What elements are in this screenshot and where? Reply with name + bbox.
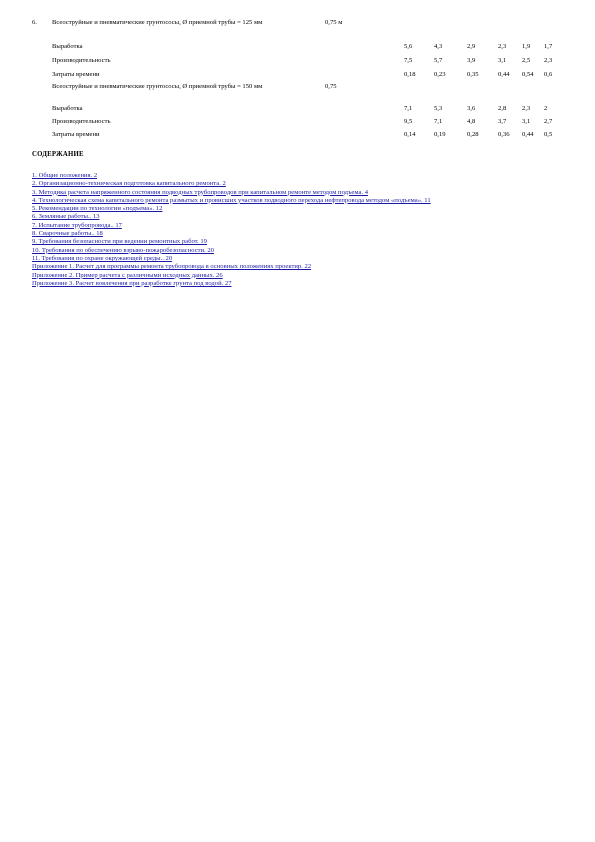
block1-cell: 1,9 — [522, 43, 531, 50]
toc-link[interactable]: 7. Испытание трубопровода.. 17 — [32, 221, 122, 229]
block2-cell: 2,7 — [544, 118, 553, 125]
block1-cell: 1,7 — [544, 43, 553, 50]
block1-cell: 5,7 — [434, 57, 443, 64]
block1-cell: 2,3 — [544, 57, 553, 64]
toc-link[interactable]: 3. Методика расчета напряженного состояния подводных трубопроводов при капитальном ремонте методом подъема. 4 — [32, 188, 369, 196]
block2-cell: 0,14 — [404, 131, 416, 138]
toc-link[interactable]: Приложение 2. Пример расчета с различными исходных данных. 26 — [32, 271, 223, 279]
block1-header-value: 0,75 м — [325, 19, 343, 26]
block1-cell: 0,54 — [522, 71, 534, 78]
block2-header-value: 0,75 — [325, 83, 337, 90]
block2-cell: 4,8 — [467, 118, 476, 125]
toc-link[interactable]: Приложение 3. Расчет вовлечения при разработке грунта под водой. 27 — [32, 279, 232, 287]
block2-cell: 0,36 — [498, 131, 510, 138]
block2-row-label: Производительность — [52, 118, 111, 125]
block2-cell: 7,1 — [434, 118, 443, 125]
toc-link[interactable]: Приложение 1. Расчет для программы ремонта трубопровода в основных положениях проектир. 22 — [32, 263, 312, 271]
block1-cell: 0,23 — [434, 71, 446, 78]
block2-row-label: Выработка — [52, 105, 83, 112]
block1-cell: 0,35 — [467, 71, 479, 78]
block1-cell: 2,5 — [522, 57, 531, 64]
block1-row-label: Производительность — [52, 57, 111, 64]
block2-header: Всеоструйные и пневматические грунтососы, Ø приемной трубы = 150 мм — [52, 83, 263, 90]
block2-row-label: Затраты времени — [52, 131, 100, 138]
toc-list — [32, 172, 502, 288]
block2-cell: 3,7 — [498, 118, 507, 125]
block2-cell: 0,44 — [522, 131, 534, 138]
toc-link[interactable]: 9. Требования безопасности при ведении ремонтных работ. 19 — [32, 238, 207, 246]
block1-cell: 4,3 — [434, 43, 443, 50]
block1-cell: 5,6 — [404, 43, 413, 50]
toc-link[interactable]: 10. Требования по обеспечению взрыво-пожаробезопасности. 20 — [32, 246, 214, 254]
block1-cell: 2,3 — [498, 43, 507, 50]
block1-cell: 3,1 — [498, 57, 507, 64]
block2-cell: 7,1 — [404, 105, 413, 112]
block1-cell: 0,44 — [498, 71, 510, 78]
block2-cell: 5,3 — [434, 105, 443, 112]
block1-cell: 3,9 — [467, 57, 476, 64]
toc-link[interactable]: 2. Организационно-техническая подготовка капитального ремонта. 2 — [32, 180, 226, 188]
block2-cell: 3,6 — [467, 105, 476, 112]
toc-title: СОДЕРЖАНИЕ — [32, 151, 84, 158]
block2-cell: 3,1 — [522, 118, 531, 125]
toc-link[interactable]: 6. Земляные работы.. 13 — [32, 213, 100, 221]
block1-cell: 2,9 — [467, 43, 476, 50]
block2-cell: 0,28 — [467, 131, 479, 138]
toc-link[interactable]: 5. Рекомендации по технологии «подъема». 12 — [32, 205, 163, 213]
block2-cell: 0,5 — [544, 131, 553, 138]
block2-cell: 0,19 — [434, 131, 446, 138]
toc-link[interactable]: 11. Требования по охране окружающей среды.. 20 — [32, 254, 173, 262]
toc-link[interactable]: 8. Сварочные работы.. 18 — [32, 230, 103, 238]
block1-cell: 7,5 — [404, 57, 413, 64]
block2-cell: 2,3 — [522, 105, 531, 112]
block1-cell: 0,6 — [544, 71, 553, 78]
block2-cell: 2,8 — [498, 105, 507, 112]
toc-link[interactable]: 1. Общие положения. 2 — [32, 172, 98, 179]
block1-row-label: Затраты времени — [52, 71, 100, 78]
block2-cell: 2 — [544, 105, 548, 112]
row-number: 6. — [32, 19, 37, 26]
block1-cell: 0,18 — [404, 71, 416, 78]
block1-row-label: Выработка — [52, 43, 83, 50]
block2-cell: 9,5 — [404, 118, 413, 125]
toc-link[interactable]: 4. Технологическая схема капитального ремонта размытых и провисших участков подводного перехода нефтепровода методом «подъема». 11 — [32, 196, 431, 204]
block1-header: Всеоструйные и пневматические грунтососы, Ø приемной трубы = 125 мм — [52, 19, 263, 26]
